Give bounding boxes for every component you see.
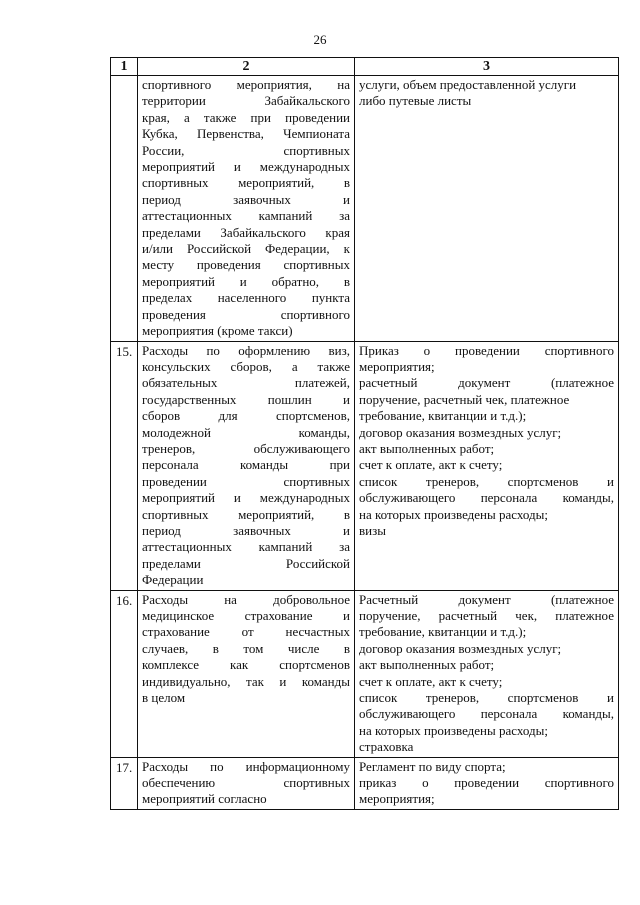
description-line: территории Забайкальского [142, 93, 350, 109]
document-line: визы [359, 522, 386, 538]
document-line: поручение, расчетный чек, платежное [359, 391, 570, 407]
description-line: мероприятий и международных [142, 159, 350, 175]
description-line: молодежной команды, [142, 424, 350, 440]
header-col-2: 2 [138, 58, 355, 76]
description-line: обязательных платежей, [142, 375, 350, 391]
description-line: персонала команды при [142, 457, 350, 473]
document-line: требование, квитанции и т.д.); [359, 624, 527, 640]
document-line: требование, квитанции и т.д.); [359, 408, 527, 424]
document-line: обслуживающего персонала команды, [359, 706, 614, 722]
document-line: мероприятия; [359, 791, 435, 807]
description-line: Федерации [142, 572, 204, 588]
description-line: мероприятий и международных [142, 490, 350, 506]
expense-table [110, 57, 619, 810]
description-line: спортивных мероприятий, в [142, 506, 350, 522]
document-line: на которых произведены расходы; [359, 506, 548, 522]
description-line: консульских сборов, а также [142, 358, 350, 374]
row-number: 16. [111, 590, 138, 757]
description-line: сборов для спортсменов, [142, 408, 350, 424]
expense-description [138, 590, 355, 757]
table-header-row [111, 58, 619, 76]
required-documents [355, 590, 619, 757]
description-line: и/или Российской Федерации, к [142, 241, 350, 257]
description-line: пределах населенного пункта [142, 290, 350, 306]
document-line: акт выполненных работ; [359, 440, 495, 456]
description-line: обеспечению спортивных [142, 775, 350, 791]
document-line: обслуживающего персонала команды, [359, 490, 614, 506]
description-line: пределами Забайкальского края [142, 224, 350, 240]
description-line: пределами Российской [142, 555, 350, 571]
description-line: проведении спортивных [142, 473, 350, 489]
expense-description [138, 757, 355, 809]
table-row [111, 76, 619, 342]
description-line: мероприятий согласно [142, 791, 267, 807]
description-line: аттестационных кампаний за [142, 208, 350, 224]
table-row [111, 757, 619, 809]
document-line: Расчетный документ (платежное [359, 591, 614, 607]
table-row [111, 341, 619, 590]
description-line: случаев, в том числе в [142, 640, 350, 656]
document-line: страховка [359, 739, 414, 755]
description-line: индивидуально, так и команды [142, 673, 350, 689]
document-line: поручение, расчетный чек, платежное [359, 608, 614, 623]
document-line: счет к оплате, акт к счету; [359, 673, 503, 689]
row-number: 17. [111, 757, 138, 809]
document-line: расчетный документ (платежное [359, 375, 614, 391]
document-line: акт выполненных работ; [359, 657, 495, 673]
row-number [111, 76, 138, 342]
document-line: услуги, объем предоставленной услуги [359, 77, 577, 92]
document-line: список тренеров, спортсменов и [359, 473, 614, 489]
description-line: Кубка, Первенства, Чемпионата [142, 126, 350, 142]
description-line: спортивных мероприятий, в [142, 175, 350, 191]
description-line: аттестационных кампаний за [142, 539, 350, 555]
description-line: края, а также при проведении [142, 109, 350, 125]
description-line: Расходы на добровольное [142, 591, 350, 607]
document-line: на которых произведены расходы; [359, 722, 548, 738]
document-line: список тренеров, спортсменов и [359, 690, 614, 706]
document-line: мероприятия; [359, 358, 435, 374]
description-line: медицинское страхование и [142, 608, 350, 623]
description-line: государственных пошлин и [142, 391, 350, 407]
description-line: тренеров, обслуживающего [142, 440, 350, 456]
expense-description [138, 76, 355, 342]
document-line: договор оказания возмездных услуг; [359, 424, 562, 440]
description-line: Расходы по информационному [142, 758, 350, 774]
description-line: месту проведения спортивных [142, 257, 350, 273]
description-line: комплексе как спортсменов [142, 657, 350, 673]
description-line: России, спортивных [142, 142, 350, 158]
table-body [111, 58, 619, 810]
required-documents [355, 76, 619, 342]
description-line: мероприятия (кроме такси) [142, 323, 293, 339]
required-documents [355, 757, 619, 809]
page-number: 26 [313, 32, 327, 47]
expense-description [138, 341, 355, 590]
document-line: Приказ о проведении спортивного [359, 342, 614, 358]
header-col-3: 3 [355, 58, 619, 76]
table-row [111, 590, 619, 757]
description-line: в целом [142, 690, 186, 706]
document-line: договор оказания возмездных услуг; [359, 640, 562, 656]
required-documents [355, 341, 619, 590]
description-line: страхование от несчастных [142, 624, 350, 640]
document-line: приказ о проведении спортивного [359, 775, 614, 791]
description-line: проведения спортивного [142, 306, 350, 322]
document-line: Регламент по виду спорта; [359, 758, 506, 774]
header-col-1: 1 [111, 58, 138, 76]
row-number: 15. [111, 341, 138, 590]
document-line: счет к оплате, акт к счету; [359, 457, 503, 473]
description-line: период заявочных и [142, 191, 350, 207]
description-line: период заявочных и [142, 522, 350, 538]
description-line: Расходы по оформлению виз, [142, 342, 350, 358]
description-line: мероприятий и обратно, в [142, 273, 350, 289]
document-line: либо путевые листы [359, 93, 472, 109]
description-line: спортивного мероприятия, на [142, 77, 350, 92]
